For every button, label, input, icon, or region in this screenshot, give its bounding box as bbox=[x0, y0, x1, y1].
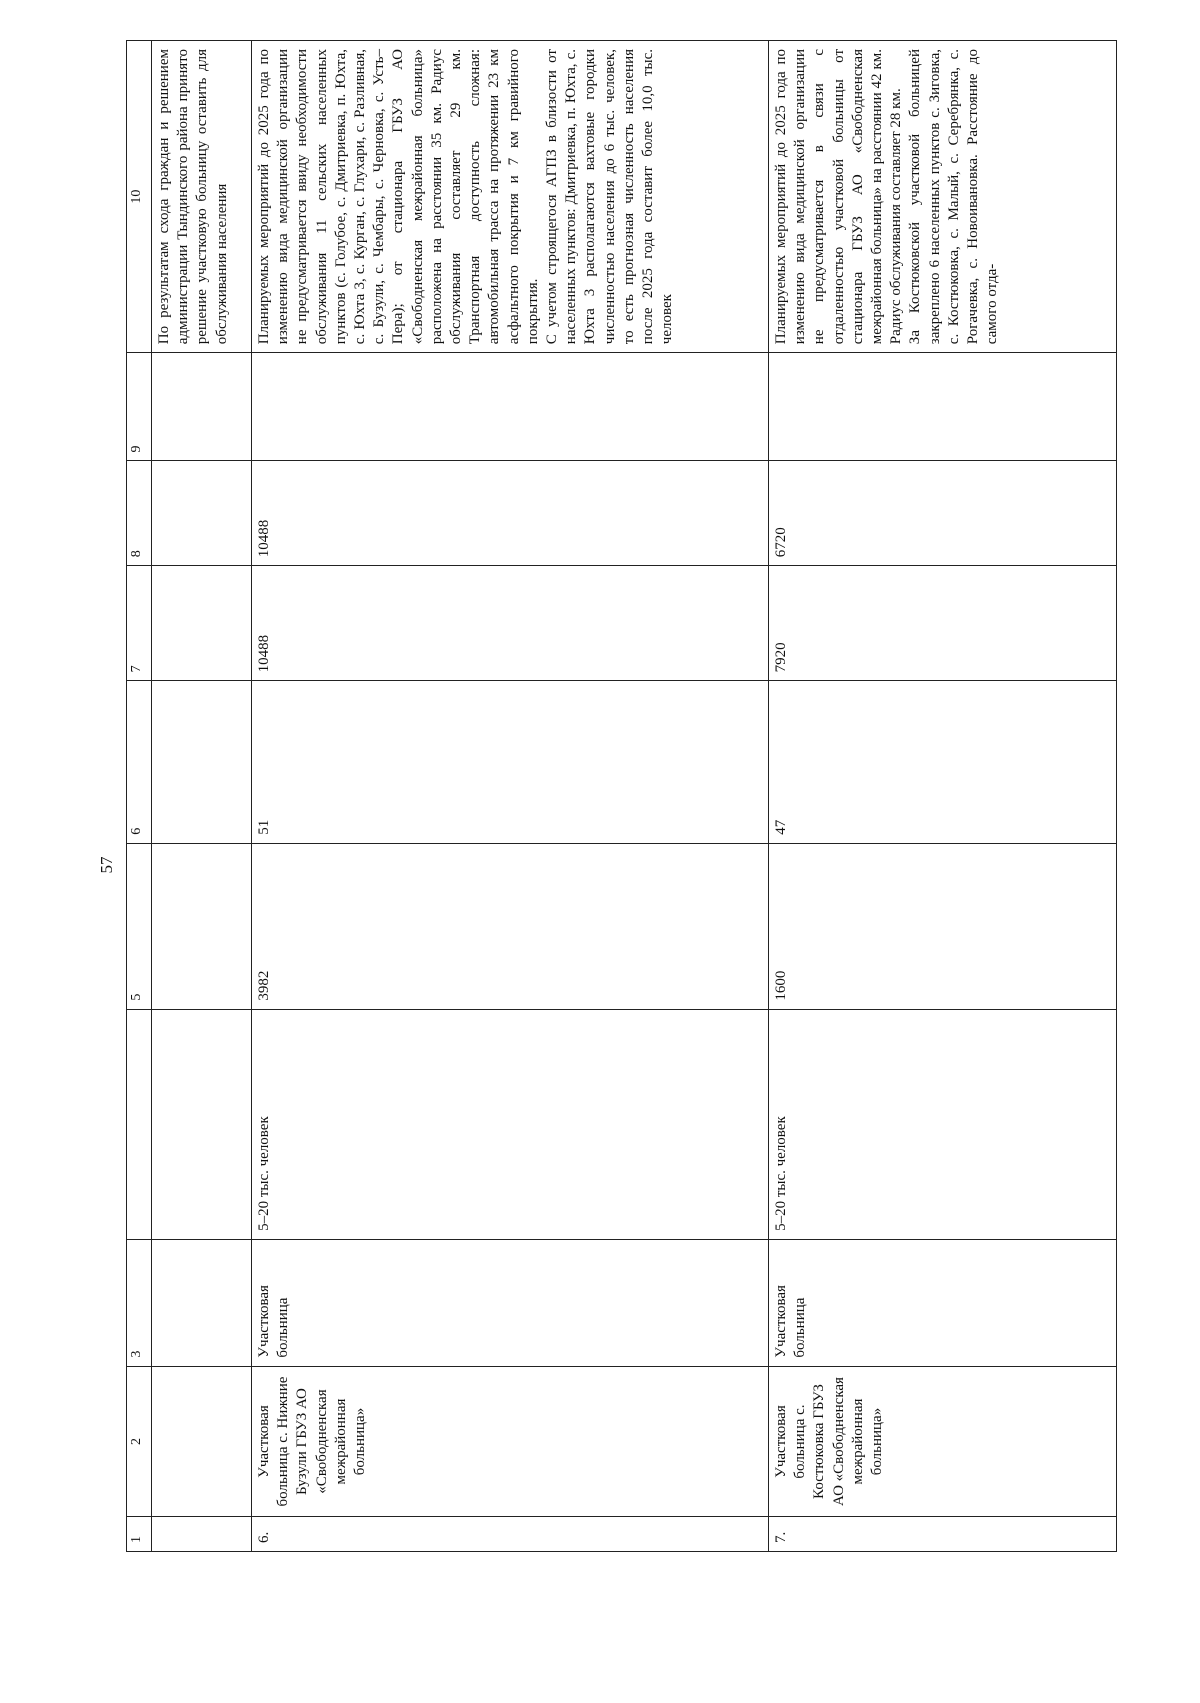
column-header: 5 bbox=[127, 843, 152, 1009]
facility-name bbox=[152, 1366, 252, 1517]
cell-col5: 3982 bbox=[252, 843, 769, 1009]
facility-type: Участковая больница bbox=[769, 1239, 1117, 1366]
cell-col5: 1600 bbox=[769, 843, 1117, 1009]
population-group: 5–20 тыс. человек bbox=[769, 1009, 1117, 1239]
facility-type: Участковая больница bbox=[252, 1239, 769, 1366]
note-paragraph: Планируемых мероприятий до 2025 года по изменению вида медицинской организации не предусматривается ввиду необходимости обслуживания 11 сельских населенных пунктов (с. Голубое, с. Дмитриевка, п. Юхта, с. Юхта 3, с. Курган, с. Глухари, с. Разливная, с. Бузули, с. Чембары, с. Черновка, с. Усть–Пера); от стационара ГБУЗ АО «Свободненская межрайонная больница» расположена на расстоянии 35 км. Радиус обслуживания составляет 29 км. Транспортная доступность сложная: автомобильная трасса на протяжении 23 км асфальтного покрытия и 7 км гравийного покрытия. bbox=[256, 49, 541, 345]
facility-name: Участковая больница с. Нижние Бузули ГБУЗ АО «Свободненская межрайонная больница» bbox=[252, 1366, 769, 1517]
cell-col7: 7920 bbox=[769, 566, 1117, 681]
data-table bbox=[126, 40, 1117, 1552]
note-paragraph: Планируемых мероприятий до 2025 года по изменению вида медицинской организации не предусматривается в связи с отдаленностью участковой больницы от стационара ГБУЗ АО «Свободненская межрайонная больница» на расстоянии 42 км. Радиус обслуживания составляет 28 км. bbox=[773, 49, 905, 345]
cell-col9 bbox=[769, 353, 1117, 461]
column-header: 10 bbox=[127, 41, 152, 353]
row-number: 7. bbox=[769, 1517, 1117, 1552]
row-number: 6. bbox=[252, 1517, 769, 1552]
column-header-row bbox=[127, 41, 152, 1552]
cell-col5 bbox=[152, 843, 252, 1009]
cell-col6: 51 bbox=[252, 681, 769, 843]
note-paragraph: С учетом строящегося АГПЗ в близости от населенных пунктов: Дмитриевка, п. Юхта, с. Юхта 3 располагаются вахтовые городки численностью населения до 6 тыс. человек, то есть прогнозная численность населения после 2025 года составит более 10,0 тыс. человек bbox=[544, 49, 676, 345]
column-header bbox=[127, 1009, 152, 1239]
page-number: 57 bbox=[97, 856, 116, 874]
notes-cell bbox=[769, 41, 1117, 353]
population-group: 5–20 тыс. человек bbox=[252, 1009, 769, 1239]
cell-col9 bbox=[252, 353, 769, 461]
column-header: 7 bbox=[127, 566, 152, 681]
cell-col7 bbox=[152, 566, 252, 681]
column-header: 1 bbox=[127, 1517, 152, 1552]
facility-name: Участковая больница с. Костюковка ГБУЗ АО «Свободненская межрайонная больница» bbox=[769, 1366, 1117, 1517]
column-header: 2 bbox=[127, 1366, 152, 1517]
column-header: 8 bbox=[127, 461, 152, 566]
cell-col8: 6720 bbox=[769, 461, 1117, 566]
cell-col7: 10488 bbox=[252, 566, 769, 681]
cell-col6 bbox=[152, 681, 252, 843]
table-row bbox=[769, 41, 1117, 1552]
column-header: 3 bbox=[127, 1239, 152, 1366]
column-header: 9 bbox=[127, 353, 152, 461]
cell-col8 bbox=[152, 461, 252, 566]
population-group bbox=[152, 1009, 252, 1239]
row-number bbox=[152, 1517, 252, 1552]
table-row bbox=[152, 41, 252, 1552]
notes-cell bbox=[152, 41, 252, 353]
cell-col8: 10488 bbox=[252, 461, 769, 566]
notes-cell bbox=[252, 41, 769, 353]
column-header: 6 bbox=[127, 681, 152, 843]
cell-col9 bbox=[152, 353, 252, 461]
note-paragraph: По результатам схода граждан и решением администрации Тындинского района принято решение участковую больницу оставить для обслуживания населения bbox=[156, 49, 230, 345]
cell-col6: 47 bbox=[769, 681, 1117, 843]
facility-type bbox=[152, 1239, 252, 1366]
table-row bbox=[252, 41, 769, 1552]
note-paragraph: За Костюковской участковой больницей закреплено 6 населенных пунктов с. Зиговка, с. Костюковка, с. Малый, с. Серебрянка, с. Рогачевка, с. Новоивановка. Расстояние до самого отда- bbox=[907, 49, 1001, 345]
